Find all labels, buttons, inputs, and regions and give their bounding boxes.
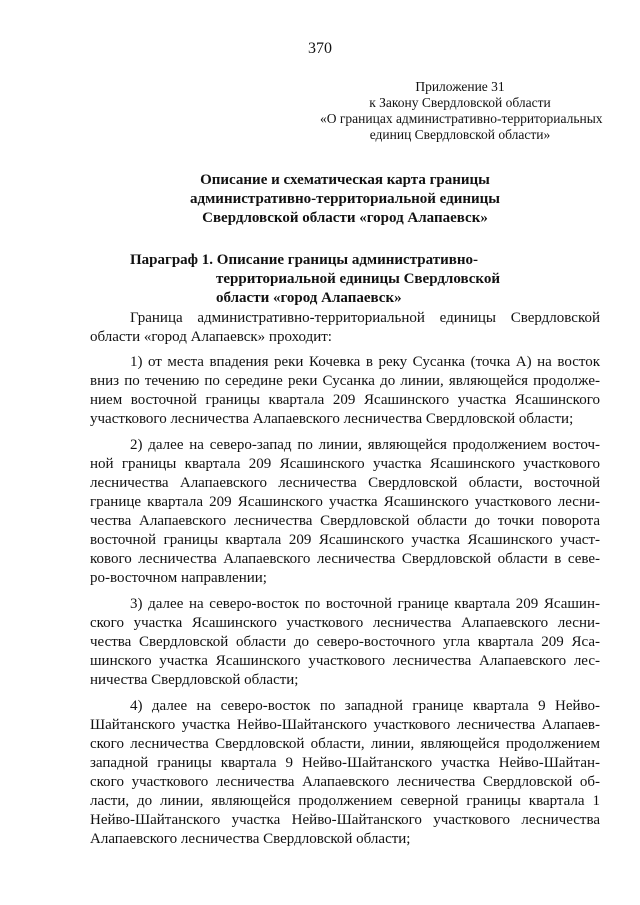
title-line: Свердловской области «город Алапаевск» bbox=[202, 210, 488, 226]
paragraph-heading bbox=[130, 251, 600, 308]
text-line: ского лесничества Свердловской области, линии, являющейся продолжением bbox=[90, 736, 600, 752]
text-line: лесничества Алапаевского лесничества Свердловской области, восточной bbox=[90, 475, 600, 491]
appendix-note bbox=[320, 79, 603, 143]
text-line: ничества Свердловской области; bbox=[90, 672, 299, 688]
title-line: административно-территориальной единицы bbox=[190, 191, 500, 207]
text-line: ро-восточном направлении; bbox=[90, 570, 267, 586]
text-line: кового лесничества Алапаевского лесничества Свердловской области в севе- bbox=[90, 551, 600, 567]
text-line: Шайтанского участка Нейво-Шайтанского участкового лесничества Алапаев- bbox=[90, 717, 600, 733]
appendix-line: единиц Свердловской области» bbox=[369, 127, 551, 142]
paragraph-item-2 bbox=[90, 436, 600, 588]
text-line: ной границы квартала 209 Ясашинского участка Ясашинского участкового bbox=[90, 456, 600, 472]
paragraph-item-4 bbox=[90, 697, 600, 849]
heading-line: области «город Алапаевск» bbox=[216, 290, 402, 306]
paragraph-item-3 bbox=[90, 595, 600, 690]
text-line: восточной границы квартала 209 Ясашинского участка Ясашинского участ- bbox=[90, 532, 600, 548]
title-line: Описание и схематическая карта границы bbox=[200, 172, 490, 188]
text-line: чества Алапаевского лесничества Свердловской области до точки поворота bbox=[90, 513, 600, 529]
text-line: чества Свердловской области до северо-восточного угла квартала 209 Яса- bbox=[90, 634, 600, 650]
text-line: ласти, до линии, являющейся продолжением северной границы квартала 1 bbox=[90, 793, 600, 809]
body-text bbox=[90, 309, 600, 855]
text-line: Граница административно-территориальной единицы Свердловской bbox=[130, 310, 600, 326]
text-line: 3) далее на северо-восток по восточной границе квартала 209 Ясашин- bbox=[130, 596, 600, 612]
appendix-line: к Закону Свердловской области bbox=[369, 95, 551, 110]
page-number: 370 bbox=[308, 40, 332, 57]
paragraph-intro bbox=[90, 309, 600, 347]
text-line: 1) от места впадения реки Кочевка в реку Сусанка (точка А) на восток bbox=[130, 354, 600, 370]
appendix-line: «О границах административно-территориальных bbox=[320, 111, 603, 126]
paragraph-item-1 bbox=[90, 353, 600, 429]
text-line: участкового лесничества Алапаевского лесничества Свердловской области; bbox=[90, 411, 574, 427]
text-line: нием восточной границы квартала 209 Ясашинского участка Ясашинского bbox=[90, 392, 600, 408]
text-line: границе квартала 209 Ясашинского участка Ясашинского участкового лесни- bbox=[90, 494, 600, 510]
appendix-line: Приложение 31 bbox=[415, 79, 505, 94]
text-line: 2) далее на северо-запад по линии, являющейся продолжением восточ- bbox=[130, 437, 600, 453]
text-line: вниз по течению по середине реки Сусанка до линии, являющейся продолже- bbox=[90, 373, 600, 389]
text-line: Нейво-Шайтанского участка Нейво-Шайтанского участкового лесничества bbox=[90, 812, 600, 828]
text-line: шинского участка Ясашинского участкового лесничества Алапаевского лес- bbox=[90, 653, 600, 669]
text-line: ского участкового лесничества Алапаевского лесничества Свердловской об- bbox=[90, 774, 600, 790]
heading-line: территориальной единицы Свердловской bbox=[216, 271, 500, 287]
heading-line: Параграф 1. Описание границы административно- bbox=[130, 252, 478, 268]
document-title bbox=[90, 171, 600, 228]
text-line: ского участка Ясашинского участкового лесничества Алапаевского лесни- bbox=[90, 615, 600, 631]
text-line: области «город Алапаевск» проходит: bbox=[90, 329, 332, 345]
text-line: 4) далее на северо-восток по западной границе квартала 9 Нейво- bbox=[130, 698, 600, 714]
text-line: Алапаевского лесничества Свердловской области; bbox=[90, 831, 411, 847]
text-line: западной границы квартала 9 Нейво-Шайтанского участка Нейво-Шайтан- bbox=[90, 755, 600, 771]
